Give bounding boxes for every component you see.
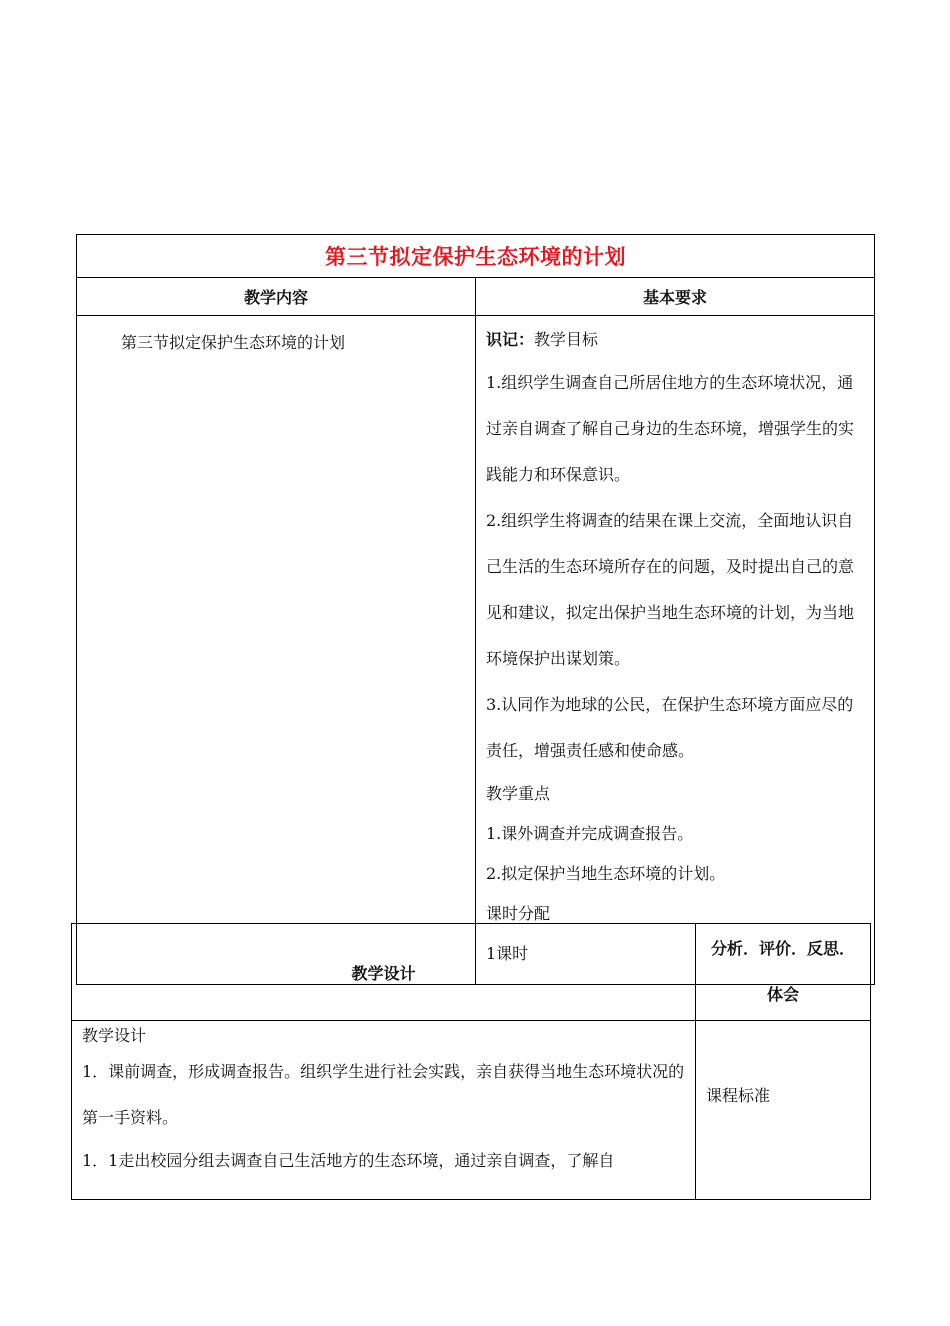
goals-heading [486,320,864,360]
design-step-1: 1．课前调查，形成调查报告。组织学生进行社会实践，亲自获得当地生态环境状况的第一手资料。 [82,1062,685,1127]
lesson-overview-table [76,234,875,985]
goal-3: 3.认同作为地球的公民，在保护生态环境方面应尽的责任，增强责任感和使命感。 [486,695,854,760]
teaching-design-table [71,923,871,1200]
title-cell [77,235,875,278]
teaching-content-text: 第三节拟定保护生态环境的计划 [121,333,346,352]
design-step-1-1: 1．1走出校园分组去调查自己生活地方的生态环境，通过亲自调查，了解自 [82,1151,615,1170]
curriculum-standard-note: 课程标准 [706,1086,771,1105]
focus-1: 1.课外调查并完成调查报告。 [486,824,694,843]
header-teaching-design: 教学设计 [72,924,696,1021]
teaching-content-cell [77,316,476,985]
focus-2: 2.拟定保护当地生态环境的计划。 [486,864,726,883]
period-value: 1课时 [486,944,529,963]
reflection-cell [696,1021,871,1200]
goal-2: 2.组织学生将调查的结果在课上交流，全面地认识自己生活的生态环境所存在的问题，及时提出自己的意见和建议，拟定出保护当地生态环境的计划，为当地环境保护出谋划策。 [486,511,855,668]
design-cell [72,1021,696,1200]
requirements-cell [476,316,875,985]
header-teaching-content: 教学内容 [77,278,476,316]
goal-1: 1.组织学生调查自己所居住地方的生态环境状况，通过亲自调查了解自己身边的生态环境，增强学生的实践能力和环保意识。 [486,373,855,484]
header-basic-requirements: 基本要求 [476,278,875,316]
period-heading: 课时分配 [486,904,551,923]
header-analysis-reflection: 分析．评价．反思．体会 [696,924,871,1021]
design-title: 教学设计 [82,1026,147,1045]
goals-label: 教学目标 [534,330,599,349]
memorize-label: 识记： [486,330,535,349]
lesson-title: 第三节拟定保护生态环境的计划 [325,245,626,269]
focus-heading: 教学重点 [486,784,551,803]
